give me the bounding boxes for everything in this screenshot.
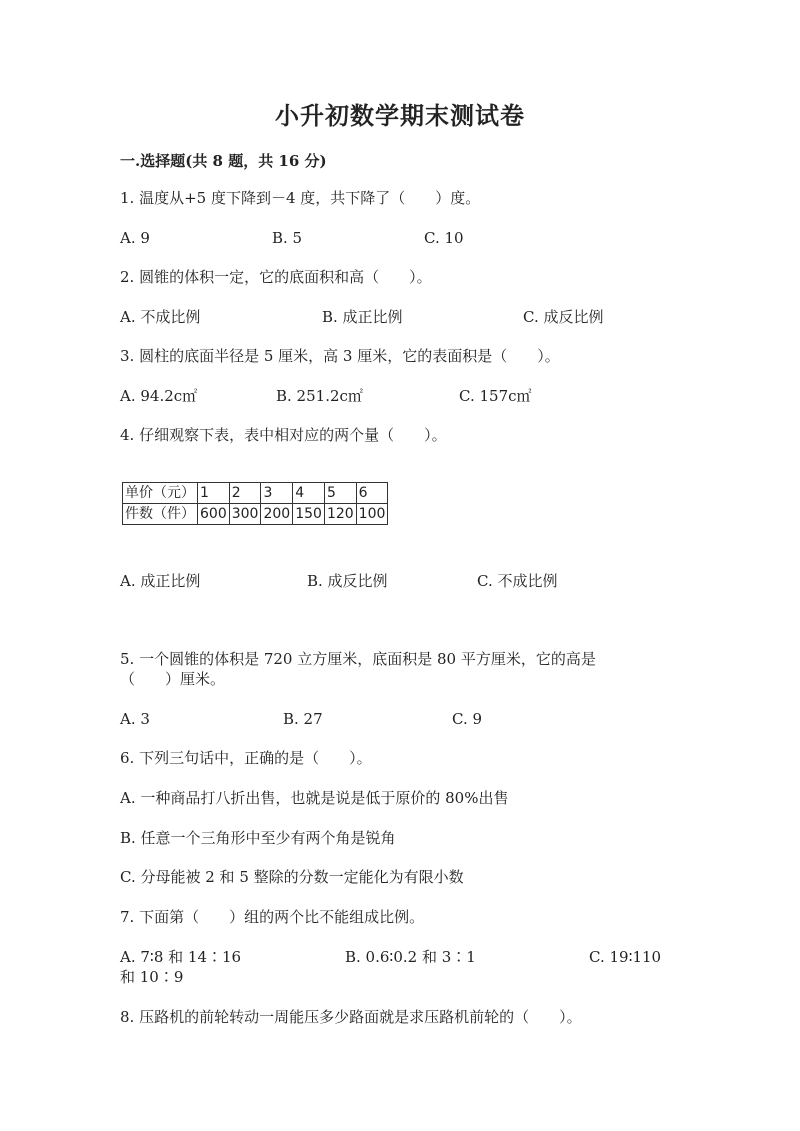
question-7-option-a: A. 7∶8 和 14∶16 (120, 948, 242, 966)
question-7-option-b: B. 0.6∶0.2 和 3∶1 (345, 948, 476, 966)
section-heading: 一.选择题(共 8 题，共 16 分) (120, 152, 327, 170)
question-2-option-c: C. 成反比例 (523, 308, 604, 326)
question-1-text: 1. 温度从+5 度下降到－4 度，共下降了（ ）度。 (120, 189, 481, 207)
table-row (123, 483, 388, 504)
table-cell: 1 (198, 483, 230, 504)
table-cell: 150 (293, 504, 325, 525)
question-3-option-a: A. 94.2c㎡ (120, 387, 198, 405)
table-cell: 3 (261, 483, 293, 504)
question-6-option-a: A. 一种商品打八折出售，也就是说是低于原价的 80%出售 (120, 789, 509, 807)
question-2-text: 2. 圆锥的体积一定，它的底面积和高（ ）。 (120, 268, 432, 286)
question-4-option-b: B. 成反比例 (307, 572, 388, 590)
question-3-text: 3. 圆柱的底面半径是 5 厘米，高 3 厘米，它的表面积是（ ）。 (120, 347, 560, 365)
question-4-option-a: A. 成正比例 (120, 572, 201, 590)
page-title: 小升初数学期末测试卷 (275, 101, 525, 130)
question-5-option-b: B. 27 (283, 710, 323, 728)
question-6-option-c: C. 分母能被 2 和 5 整除的分数一定能化为有限小数 (120, 868, 464, 886)
question-4-text: 4. 仔细观察下表，表中相对应的两个量（ ）。 (120, 426, 447, 444)
table-row (123, 504, 388, 525)
question-5-text: 5. 一个圆锥的体积是 720 立方厘米，底面积是 80 平方厘米，它的高是 (120, 650, 596, 668)
question-2-option-b: B. 成正比例 (322, 308, 403, 326)
question-8-text: 8. 压路机的前轮转动一周能压多少路面就是求压路机前轮的（ ）。 (120, 1008, 582, 1026)
table-cell: 120 (324, 504, 356, 525)
question-6-option-b: B. 任意一个三角形中至少有两个角是锐角 (120, 829, 396, 847)
question-1-option-c: C. 10 (424, 229, 464, 247)
table-cell: 100 (356, 504, 388, 525)
table-cell: 6 (356, 483, 388, 504)
question-2-option-a: A. 不成比例 (120, 308, 201, 326)
table-cell: 600 (198, 504, 230, 525)
question-4-option-c: C. 不成比例 (477, 572, 558, 590)
question-1-option-a: A. 9 (120, 229, 150, 247)
table-cell: 单价（元） (123, 483, 198, 504)
table-cell: 4 (293, 483, 325, 504)
question-1-option-b: B. 5 (272, 229, 303, 247)
question-7-text: 7. 下面第（ ）组的两个比不能组成比例。 (120, 908, 425, 926)
table-cell: 2 (229, 483, 261, 504)
question-5-text-continued: （ ）厘米。 (120, 670, 226, 688)
question-5-option-c: C. 9 (452, 710, 483, 728)
question-7-option-c: C. 19∶110 (589, 948, 662, 966)
table-cell: 200 (261, 504, 293, 525)
table-cell: 300 (229, 504, 261, 525)
question-5-option-a: A. 3 (120, 710, 150, 728)
question-3-option-c: C. 157c㎡ (459, 387, 532, 405)
question-3-option-b: B. 251.2c㎡ (276, 387, 363, 405)
price-quantity-table (122, 482, 388, 525)
table-cell: 5 (324, 483, 356, 504)
question-7-option-c-continued: 和 10∶9 (120, 968, 184, 986)
question-6-text: 6. 下列三句话中，正确的是（ ）。 (120, 749, 372, 767)
table-cell: 件数（件） (123, 504, 198, 525)
